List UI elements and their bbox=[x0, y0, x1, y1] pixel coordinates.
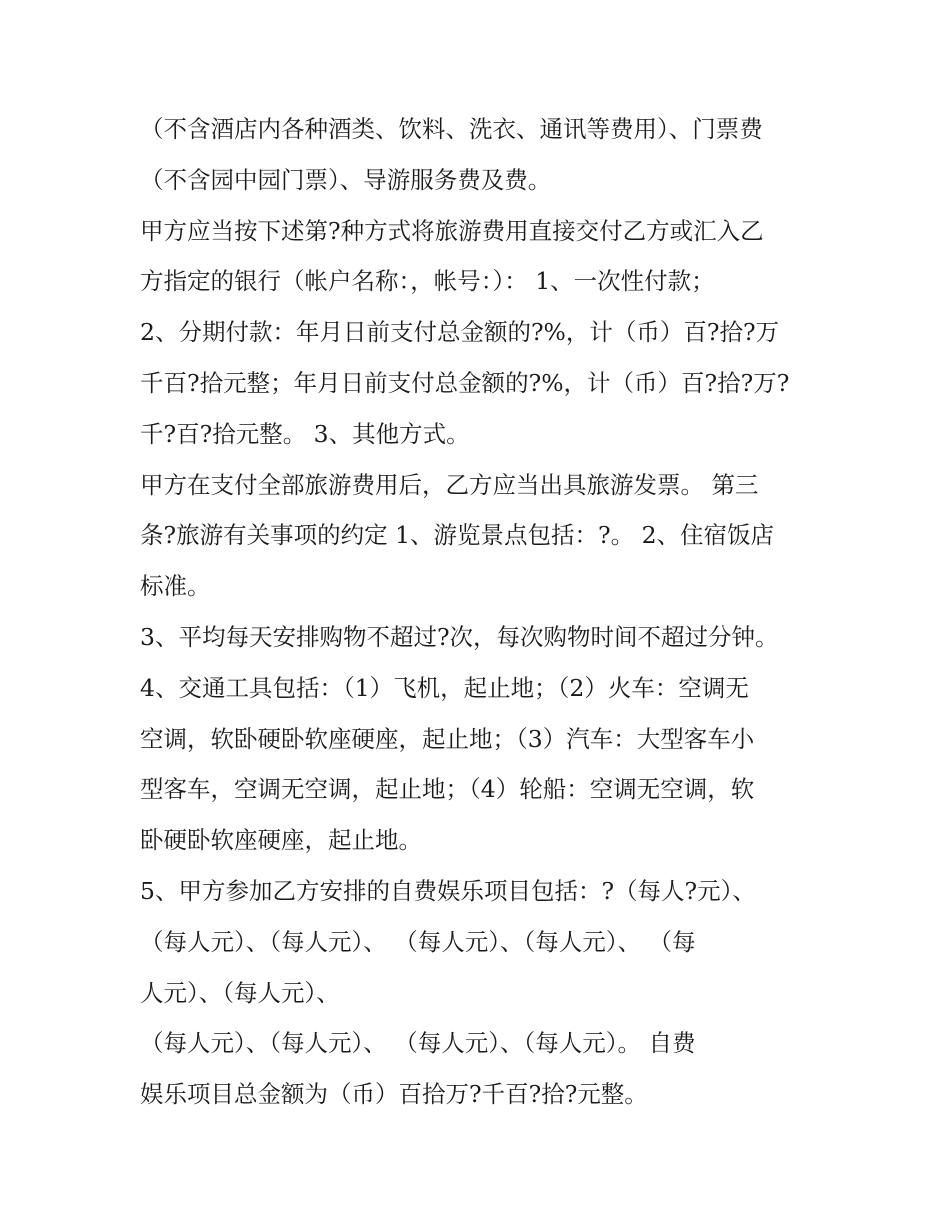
text-line: 卧硬卧软座硬座，起止地。 bbox=[140, 826, 422, 855]
text-line: 甲方在支付全部旅游费用后，乙方应当出具旅游发票。 第三 bbox=[140, 470, 759, 499]
text-line: 空调，软卧硬卧软座硬座，起止地；（3）汽车：大型客车小 bbox=[140, 724, 755, 753]
text-line: 千百?拾元整；年月日前支付总金额的?%，计（币）百?拾?万? bbox=[140, 368, 790, 397]
text-line: 型客车，空调无空调，起止地；（4）轮船：空调无空调，软 bbox=[140, 775, 755, 804]
text-line: 千?百?拾元整。 3、其他方式。 bbox=[140, 419, 470, 448]
text-line: （每人元）、（每人元）、 （每人元）、（每人元）。 自费 bbox=[140, 1029, 696, 1058]
text-line: 5、甲方参加乙方安排的自费娱乐项目包括：?（每人?元）、 bbox=[140, 876, 756, 905]
text-line: （不含园中园门票）、导游服务费及费。 bbox=[140, 165, 552, 194]
text-line: 人元）、（每人元）、 bbox=[140, 978, 340, 1007]
text-line: 标准。 bbox=[140, 572, 211, 601]
text-line: 娱乐项目总金额为（币）百拾万?千百?拾?元整。 bbox=[140, 1080, 648, 1109]
text-line: 2、分期付款：年月日前支付总金额的?%，计（币）百?拾?万 bbox=[140, 318, 780, 347]
text-line: 4、交通工具包括：（1）飞机，起止地；（2）火车：空调无 bbox=[140, 673, 749, 702]
text-line: 方指定的银行（帐户名称：，帐号：）： 1、一次性付款； bbox=[140, 267, 715, 296]
document-body bbox=[140, 104, 830, 1120]
text-line: 甲方应当按下述第?种方式将旅游费用直接交付乙方或汇入乙 bbox=[140, 216, 764, 245]
text-line: （每人元）、（每人元）、 （每人元）、（每人元）、 （每 bbox=[140, 927, 696, 956]
text-line: 条?旅游有关事项的约定 1、游览景点包括：?。 2、住宿饭店 bbox=[140, 521, 775, 550]
text-line: 3、平均每天安排购物不超过?次，每次购物时间不超过分钟。 bbox=[140, 622, 779, 651]
text-line: （不含酒店内各种酒类、饮料、洗衣、通讯等费用）、门票费 bbox=[140, 115, 763, 143]
